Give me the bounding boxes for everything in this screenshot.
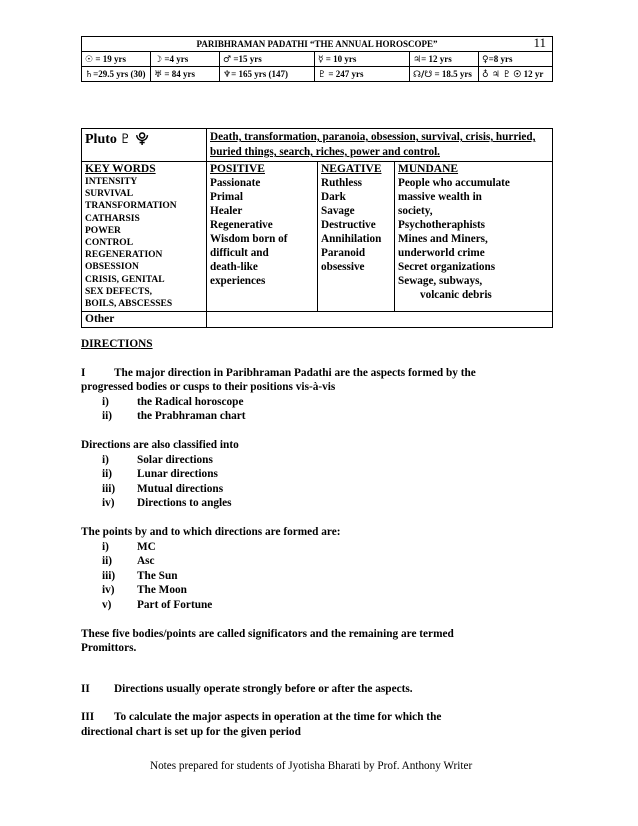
list-marker: iii) — [102, 569, 116, 582]
positive-item: experiences — [210, 275, 266, 287]
mundane-item: society, — [398, 205, 433, 217]
planet-cell — [220, 67, 315, 82]
section-number: III — [81, 711, 95, 724]
list-item — [81, 598, 561, 613]
mundane-item: underworld crime — [398, 247, 485, 259]
keyword-item: REGENERATION — [85, 250, 163, 261]
planet-period: =15 yrs — [231, 53, 262, 64]
node-icon: ☊/☋ — [413, 69, 433, 80]
mundane-item: Sewage, subways, — [398, 275, 483, 287]
section-text: The major direction in Paribhraman Padathi are the aspects formed by the — [114, 366, 476, 379]
points-intro: The points by and to which directions are formed are: — [81, 525, 341, 538]
list-text: Part of Fortune — [137, 598, 213, 611]
planet-period: =4 yrs — [162, 53, 189, 64]
mars-icon: ♂ — [223, 54, 232, 65]
list-item — [81, 453, 561, 468]
positive-header: POSITIVE — [210, 163, 265, 175]
positive-item: difficult and — [210, 247, 269, 259]
page-number: 11 — [533, 35, 546, 50]
planet-cell — [315, 52, 410, 67]
keywords-header: KEY WORDS — [85, 163, 156, 175]
sun-icon: ☉ — [85, 54, 94, 65]
classified-intro: Directions are also classified into — [81, 438, 239, 451]
pluto-icon: ♇ ⯓ — [119, 132, 149, 147]
planet-period: =29.5 yrs (30) — [93, 68, 146, 79]
positive-column — [207, 162, 318, 312]
significators-line-2: Promittors. — [81, 642, 137, 655]
header-title-cell — [82, 37, 553, 52]
list-marker: iv) — [102, 584, 115, 597]
positive-item: death-like — [210, 261, 258, 273]
positive-item: Passionate — [210, 177, 261, 189]
mundane-column — [395, 162, 553, 312]
list-item — [81, 409, 561, 424]
keyword-item: SEX DEFECTS, — [85, 286, 153, 297]
pluto-icon: ♇ — [318, 69, 327, 80]
negative-item: Annihilation — [321, 233, 382, 245]
jupiter-icon: ♃ — [413, 54, 422, 65]
mercury-icon: ☿ — [318, 54, 324, 65]
section-2 — [81, 682, 561, 697]
list-marker: iii) — [102, 482, 116, 495]
other-value — [207, 312, 553, 328]
list-text: The Sun — [137, 569, 178, 582]
negative-item: Ruthless — [321, 177, 363, 189]
directions-section — [81, 337, 561, 739]
negative-column — [318, 162, 395, 312]
negative-item: Dark — [321, 191, 346, 203]
list-text: The Moon — [137, 584, 187, 597]
mundane-item: massive wealth in — [398, 191, 482, 203]
uranus-icon: ♅ — [154, 69, 163, 80]
list-item — [81, 395, 561, 410]
section-number: I — [81, 366, 86, 379]
list-text: Mutual directions — [137, 482, 224, 495]
planet-period: = 10 yrs — [323, 53, 357, 64]
list-marker: i) — [102, 395, 109, 408]
negative-item: Paranoid — [321, 247, 366, 259]
section-text: Directions usually operate strongly before or after the aspects. — [114, 682, 413, 695]
planet-period: = 165 yrs (147) — [231, 68, 288, 79]
header-row-2 — [82, 67, 553, 82]
mundane-item: Psychotheraphists — [398, 219, 486, 231]
list-marker: ii) — [102, 555, 113, 568]
header-row-1 — [82, 52, 553, 67]
planet-period: = 19 yrs — [93, 53, 126, 64]
positive-item: Primal — [210, 191, 243, 203]
section-text: To calculate the major aspects in operation at the time for which the — [114, 711, 442, 724]
significators-line-1: These five bodies/points are called significators and the remaining are termed — [81, 627, 454, 640]
moon-icon: ☽ — [154, 54, 163, 65]
planet-period: = 12 yrs — [421, 53, 452, 64]
list-item — [81, 583, 561, 598]
neptune-icon: ♆ — [223, 69, 232, 80]
list-text: MC — [137, 540, 156, 553]
list-marker: ii) — [102, 410, 113, 423]
planet-period: ☉ 12 yr — [511, 68, 544, 79]
planet-cell — [479, 52, 553, 67]
keyword-item: POWER — [85, 225, 121, 236]
list-marker: v) — [102, 598, 112, 611]
negative-item: obsessive — [321, 261, 365, 273]
mundane-item: Secret organizations — [398, 261, 496, 273]
list-text: the Prabhraman chart — [137, 410, 246, 423]
planet-cell — [220, 52, 315, 67]
keyword-list — [85, 176, 203, 310]
negative-item: Savage — [321, 205, 355, 217]
list-text: Solar directions — [137, 453, 213, 466]
venus-icon: ♀ — [482, 54, 489, 65]
mundane-item: People who accumulate — [398, 177, 510, 189]
mundane-item: volcanic debris — [420, 289, 492, 301]
page-footer: Notes prepared for students of Jyotisha Bharati by Prof. Anthony Writer — [150, 760, 473, 772]
list-item — [81, 540, 561, 555]
positive-item: Wisdom born of — [210, 233, 288, 245]
list-text: Directions to angles — [137, 497, 232, 510]
planet-period: = 84 yrs — [162, 68, 195, 79]
keyword-item: INTENSITY — [85, 177, 138, 187]
planet-cell — [82, 52, 151, 67]
positive-item: Healer — [210, 205, 243, 217]
positive-item: Regenerative — [210, 219, 273, 231]
header-table — [81, 36, 553, 82]
section-3-line-2: directional chart is set up for the given period — [81, 725, 301, 738]
mundane-item: Mines and Miners, — [398, 233, 488, 245]
planet-cell — [151, 67, 220, 82]
keyword-item: BOILS, ABSCESSES — [85, 299, 173, 310]
planet-cell — [410, 67, 479, 82]
section-3-line-1 — [81, 710, 561, 725]
pluto-detail-row — [82, 162, 553, 312]
negative-header: NEGATIVE — [321, 163, 382, 175]
list-text: Lunar directions — [137, 468, 218, 481]
pluto-title: Pluto — [85, 132, 117, 147]
pluto-title-cell — [82, 129, 207, 162]
list-marker: ii) — [102, 468, 113, 481]
list-item — [81, 554, 561, 569]
keyword-item: CATHARSIS — [85, 213, 140, 224]
list-item — [81, 569, 561, 584]
keyword-item: OBSESSION — [85, 262, 139, 273]
list-marker: i) — [102, 540, 109, 553]
header-title: PARIBHRAMAN PADATHI “THE ANNUAL HOROSCOPE” — [196, 39, 438, 49]
planet-cell — [410, 52, 479, 67]
pluto-other-row — [82, 312, 553, 328]
keyword-item: CRISIS, GENITAL — [85, 274, 165, 285]
saturn-icon: ♄ — [85, 69, 94, 80]
list-marker: i) — [102, 453, 109, 466]
pluto-description: Death, transformation, paranoia, obsession, survival, crisis, hurried, buried things, search, riches, power and control. — [207, 129, 553, 162]
list-item — [81, 496, 561, 511]
planet-period: =8 yrs — [488, 53, 513, 64]
keyword-item: CONTROL — [85, 238, 134, 249]
mundane-header: MUNDANE — [398, 163, 459, 175]
section-1-line-2: progressed bodies or cusps to their positions vis-à-vis — [81, 381, 336, 394]
pluto-title-row — [82, 129, 553, 162]
list-item — [81, 467, 561, 482]
planet-cell — [82, 67, 151, 82]
list-item — [81, 482, 561, 497]
list-marker: iv) — [102, 497, 115, 510]
negative-item: Destructive — [321, 219, 376, 231]
section-1-line-1 — [81, 366, 561, 381]
list-text: the Radical horoscope — [137, 395, 244, 408]
planet-period: = 247 yrs — [326, 68, 364, 79]
planet-cell — [315, 67, 410, 82]
keyword-item: TRANSFORMATION — [85, 201, 177, 212]
planet-cell — [479, 67, 553, 82]
pluto-table — [81, 128, 553, 328]
directions-heading: DIRECTIONS — [81, 338, 153, 350]
keywords-column — [82, 162, 207, 312]
planet-cell — [151, 52, 220, 67]
other-label: Other — [82, 312, 207, 328]
keyword-item: SURVIVAL — [85, 189, 134, 200]
planets-icon: ♁ ♃ ♇ — [482, 69, 511, 80]
section-number: II — [81, 682, 90, 695]
planet-period: = 18.5 yrs — [432, 68, 472, 79]
list-text: Asc — [137, 555, 155, 568]
